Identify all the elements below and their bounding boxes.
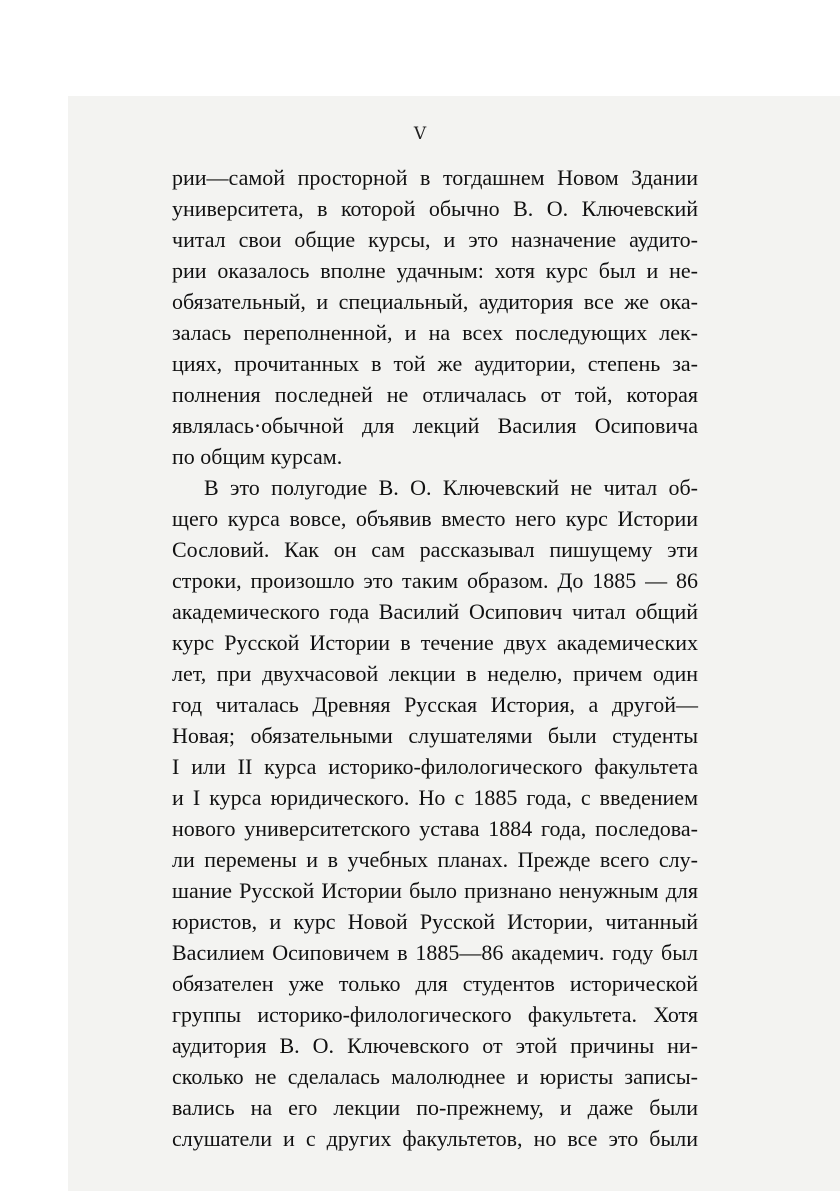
text-line: обязателен уже только для студентов исторической [172, 971, 698, 996]
text-line: залась переполненной, и на всех последующих лек- [172, 320, 698, 345]
page-body [172, 162, 698, 1154]
text-line: группы историко-филологического факультета. Хотя [172, 1002, 698, 1027]
text-line: В это полугодие В. О. Ключевский не читал об- [204, 475, 698, 500]
text-line: рии оказалось вполне удачным: хотя курс был и не- [172, 258, 698, 283]
text-line: щего курса вовсе, объявив вместо него курс Истории [172, 506, 698, 531]
text-line: шание Русской Истории было признано ненужным для [172, 878, 698, 903]
text-line: по общим курсам. [172, 444, 343, 469]
text-line: рии—самой просторной в тогдашнем Новом Здании [172, 165, 698, 190]
text-line: аудитория В. О. Ключевского от этой причины ни- [172, 1033, 698, 1058]
paragraph-1 [172, 162, 698, 472]
text-line: год читалась Древняя Русская История, а другой— [172, 692, 698, 717]
page-number: V [413, 124, 427, 144]
text-line: нового университетского устава 1884 года, последова- [172, 816, 698, 841]
text-line: читал свои общие курсы, и это назначение аудито- [172, 227, 698, 252]
text-line: университета, в которой обычно В. О. Ключевский [172, 196, 698, 221]
text-line: и I курса юридического. Но с 1885 года, с введением [172, 785, 698, 810]
text-line: академического года Василий Осипович читал общий [172, 599, 698, 624]
text-line: слушатели и с других факультетов, но все это были [172, 1126, 698, 1151]
text-line: строки, произошло это таким образом. До 1885 — 86 [172, 568, 698, 593]
text-line: I или II курса историко-филологического факультета [172, 754, 698, 779]
text-line: Сословий. Как он сам рассказывал пишущему эти [172, 537, 698, 562]
text-line: лет, при двухчасовой лекции в неделю, причем один [172, 661, 698, 686]
text-line: полнения последней не отличалась от той, которая [172, 382, 698, 407]
text-line: сколько не сделалась малолюднее и юристы записы- [172, 1064, 698, 1089]
text-line: циях, прочитанных в той же аудитории, степень за- [172, 351, 698, 376]
text-line: Новая; обязательными слушателями были студенты [172, 723, 698, 748]
text-line: курс Русской Истории в течение двух академических [172, 630, 698, 655]
text-line: вались на его лекции по-прежнему, и даже были [172, 1095, 698, 1120]
text-line: Василием Осиповичем в 1885—86 академич. году был [172, 940, 698, 965]
text-line: ли перемены и в учебных планах. Прежде всего слу- [172, 847, 698, 872]
paragraph-2 [172, 472, 698, 1154]
text-line: являлась·обычной для лекций Василия Осиповича [172, 413, 698, 438]
text-line: юристов, и курс Новой Русской Истории, читанный [172, 909, 698, 934]
text-line: обязательный, и специальный, аудитория все же ока- [172, 289, 698, 314]
